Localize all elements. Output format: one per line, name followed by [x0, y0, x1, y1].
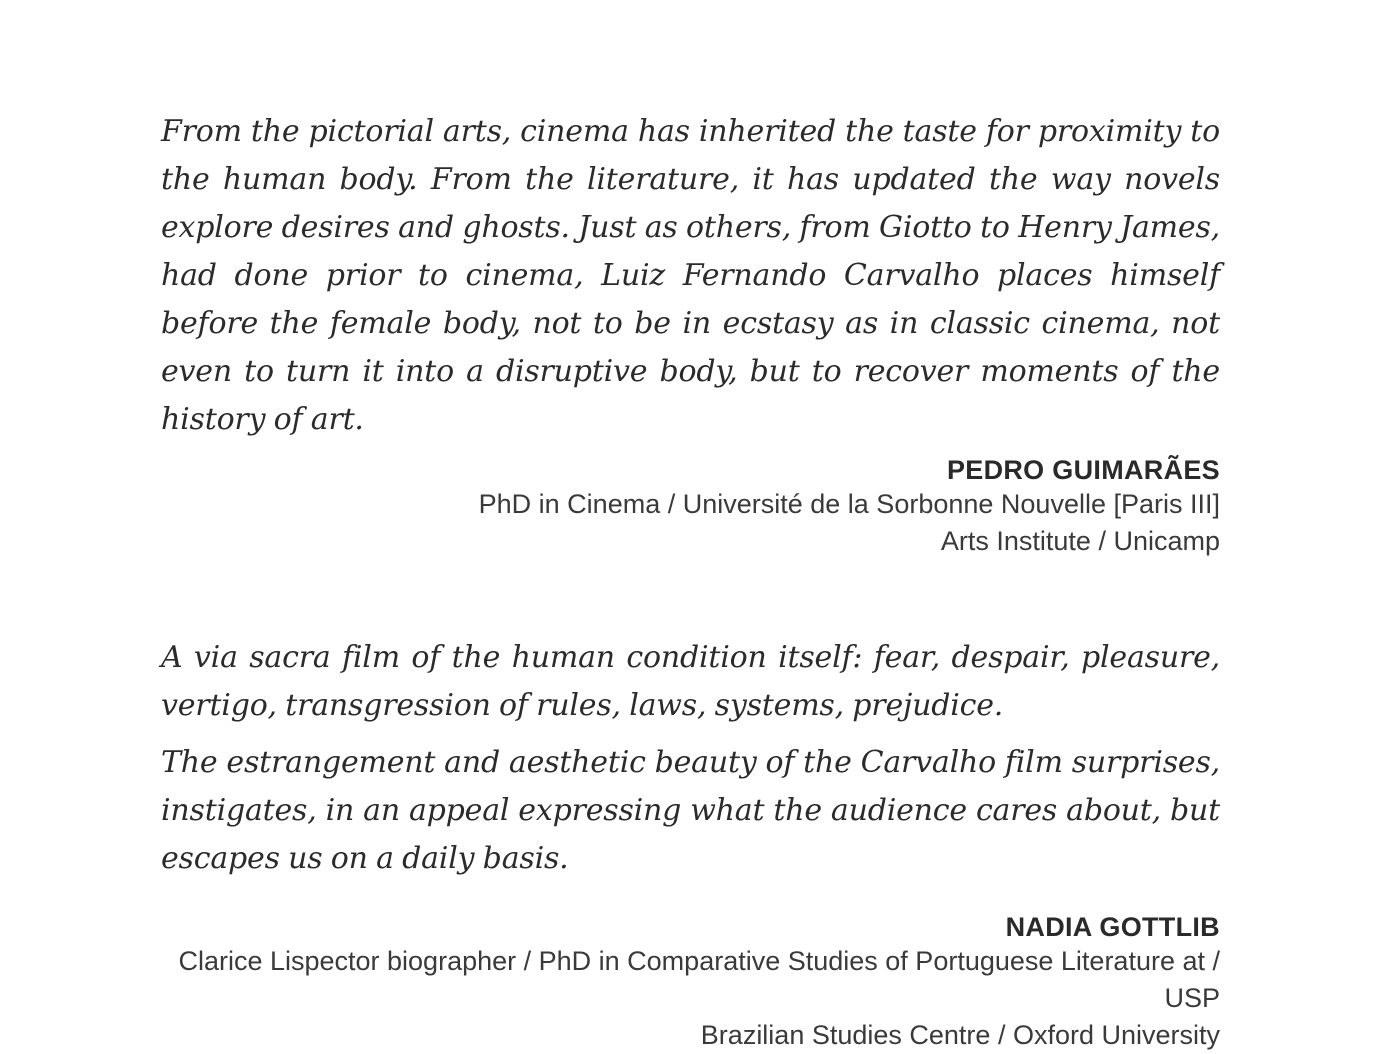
attribution [161, 454, 1220, 560]
testimonials-page [161, 108, 1220, 1054]
author-credential: Brazilian Studies Centre / Oxford University [700, 1020, 1220, 1050]
author-credential: Clarice Lispector biographer / PhD in Comparative Studies of Portuguese Literature at / USP [178, 946, 1220, 1013]
quote-block-pedro [161, 108, 1220, 560]
quote-text: From the pictorial arts, cinema has inherited the taste for proximity to the human body. From the literature, it has updated the way novels explore desires and ghosts. Just as others, from Giotto to Henry James, had done prior to cinema, Luiz Fernando Carvalho places himself before the female body, not to be in ecstasy as in classic cinema, not even to turn it into a disruptive body, but to recover moments of the history of art. [161, 114, 1220, 437]
quote-text: The estrangement and aesthetic beauty of the Carvalho film surprises, instigates, in an appeal expressing what the audience cares about, but escapes us on a daily basis. [161, 745, 1220, 876]
author-credential: PhD in Cinema / Université de la Sorbonne Nouvelle [Paris III] [478, 489, 1220, 519]
attribution [161, 911, 1220, 1054]
author-credential: Arts Institute / Unicamp [940, 526, 1220, 556]
quote-block-nadia [161, 634, 1220, 1054]
quote-text: A via sacra film of the human condition itself: fear, despair, pleasure, vertigo, transgression of rules, laws, systems, prejudice. [161, 640, 1220, 723]
author-name: PEDRO GUIMARÃES [946, 455, 1220, 485]
author-name: NADIA GOTTLIB [1005, 912, 1220, 942]
